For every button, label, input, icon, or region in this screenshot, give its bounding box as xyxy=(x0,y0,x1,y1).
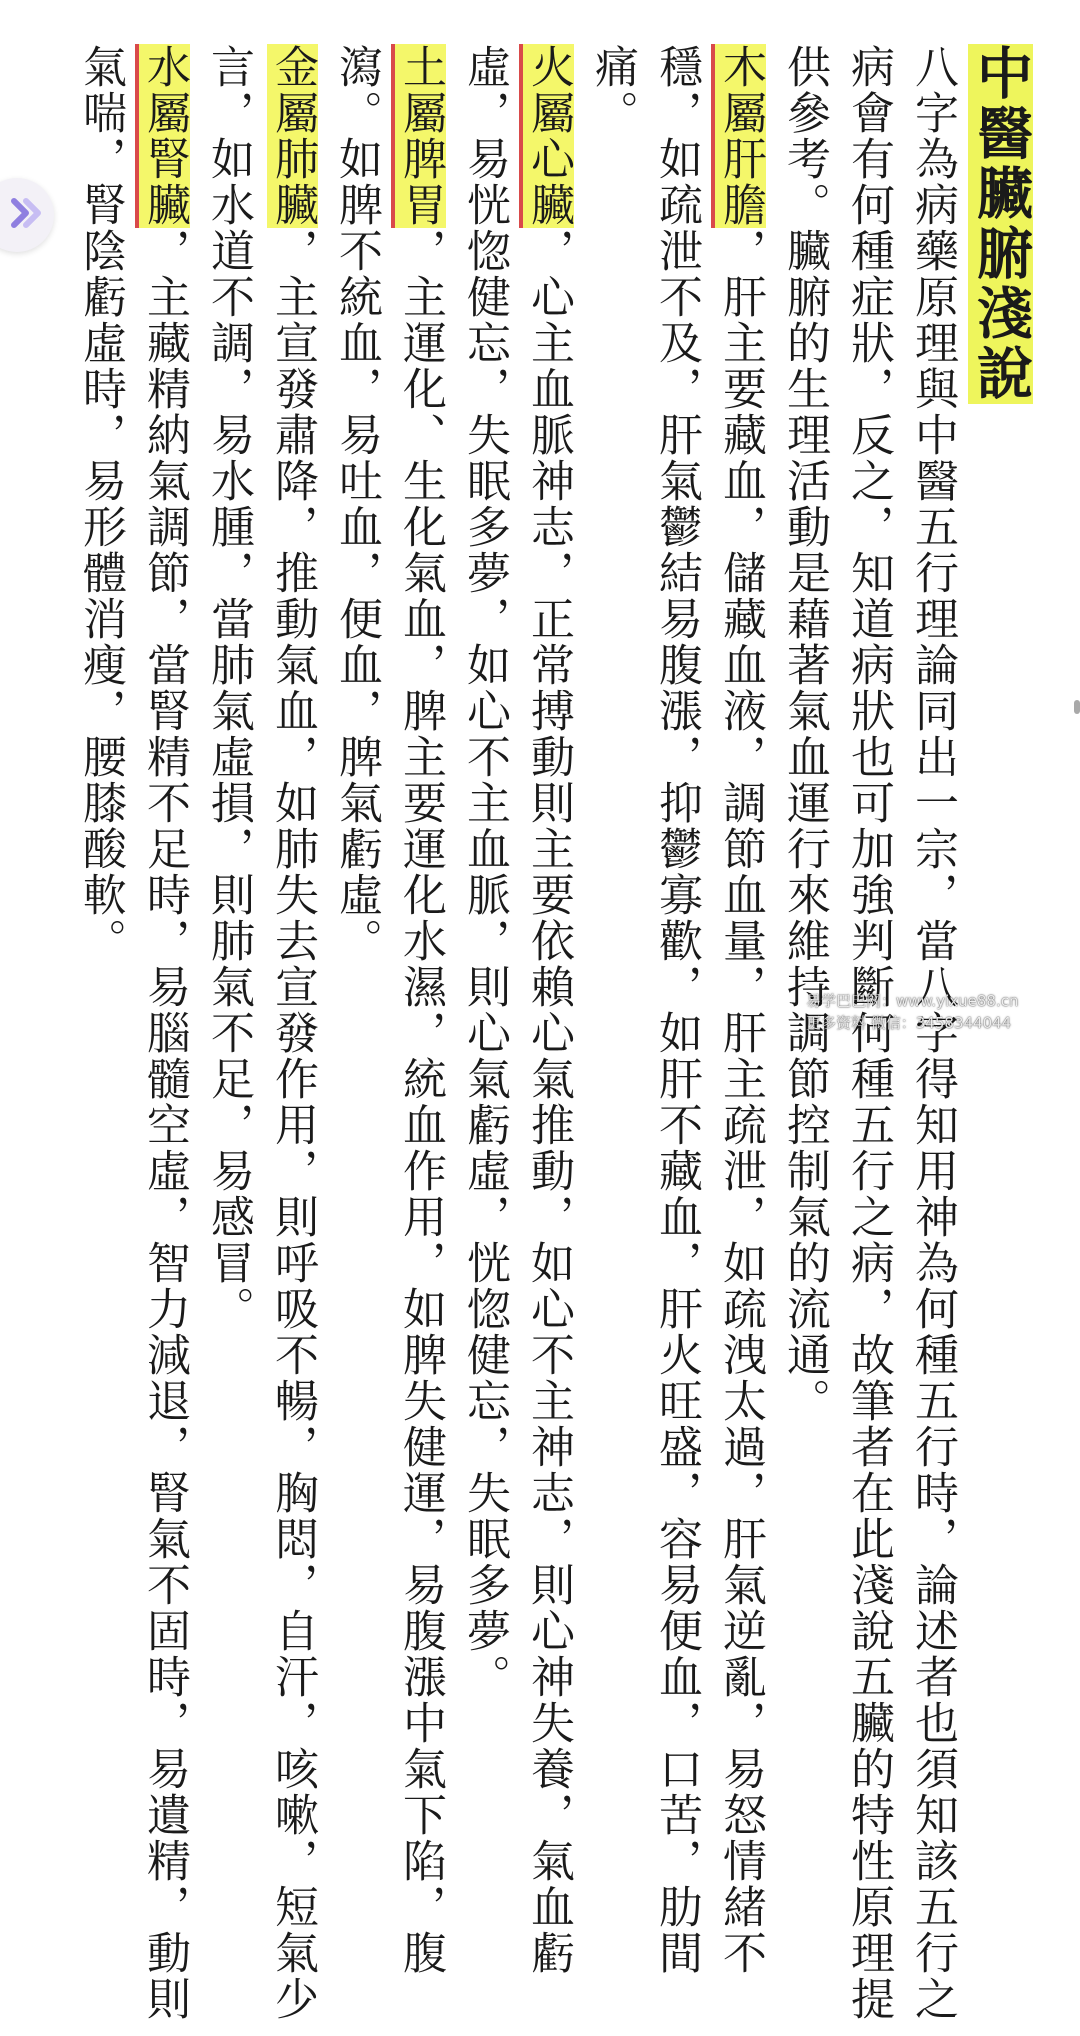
watermark-line-2: 更多资料 微信：3458344044 xyxy=(806,1014,1012,1032)
intro-text: 八字為病藥原理與中醫五行理論同出一宗，當八字得知用神為何種五行時，論述者也須知該五行之病會有何種症狀，反之，知道病狀也可加強判斷何種五行之病，故筆者在此淺說五臟的特性原理提供參考。臟腑的生理活動是藉著氣血運行來維持調節控制氣的流通。 xyxy=(779,44,958,2022)
article-title-text: 中醫臟腑淺說 xyxy=(968,44,1033,404)
section-fire-heart xyxy=(452,44,580,2034)
section-metal-lung xyxy=(196,44,324,2034)
article-body xyxy=(68,44,1036,2034)
section-heading-wood: 木屬肝膽 xyxy=(711,44,766,228)
section-water-kidney xyxy=(68,44,196,2034)
section-heading-water: 水屬腎臟 xyxy=(135,44,190,228)
section-heading-metal: 金屬肺臟 xyxy=(267,44,318,228)
article-title xyxy=(964,44,1036,2034)
section-body-metal: ，主宣發肅降，推動氣血，如肺失去宣發作用，則呼吸不暢，胸悶，自汗，咳嗽，短氣少言，如水道不調，易水腫，當肺氣虛損，則肺氣不足，易感冒。 xyxy=(203,44,318,2022)
scrollbar-thumb[interactable] xyxy=(1074,700,1080,714)
watermark xyxy=(806,990,1018,1034)
section-heading-earth: 土屬脾胃 xyxy=(391,44,446,228)
section-wood-liver xyxy=(580,44,772,2034)
section-body-water: ，主藏精納氣調節，當腎精不足時，易腦髓空虛，智力減退，腎氣不固時，易遺精，動則氣喘，腎陰虧虛時，易形體消瘦，腰膝酸軟。 xyxy=(75,44,190,2022)
section-body-wood: ，肝主要藏血，儲藏血液，調節血量，肝主疏泄，如疏洩太過，肝氣逆亂，易怒情緒不穩，如疏泄不及，肝氣鬱結易腹漲，抑鬱寡歡，如肝不藏血，肝火旺盛，容易便血，口苦，肋間痛。 xyxy=(587,44,766,1976)
floating-menu-button[interactable] xyxy=(0,178,54,252)
section-body-fire: ，心主血脈神志，正常搏動則主要依賴心氣推動，如心不主神志，則心神失養，氣血虧虛，易恍惚健忘，失眠多夢，如心不主血脈，則心氣虧虛，恍惚健忘，失眠多夢。 xyxy=(459,44,574,1976)
section-body-earth: ，主運化、生化氣血，脾主要運化水濕，統血作用，如脾失健運，易腹漲中氣下陷，腹瀉。如脾不統血，易吐血，便血，脾氣虧虛。 xyxy=(331,44,446,1976)
intro-paragraph xyxy=(772,44,964,2034)
section-earth-spleen xyxy=(324,44,452,2034)
chevron-right-icon xyxy=(0,193,46,238)
watermark-line-1: 易学巴巴网：www.yixue88.cn xyxy=(806,992,1019,1010)
section-heading-fire: 火屬心臟 xyxy=(519,44,574,228)
